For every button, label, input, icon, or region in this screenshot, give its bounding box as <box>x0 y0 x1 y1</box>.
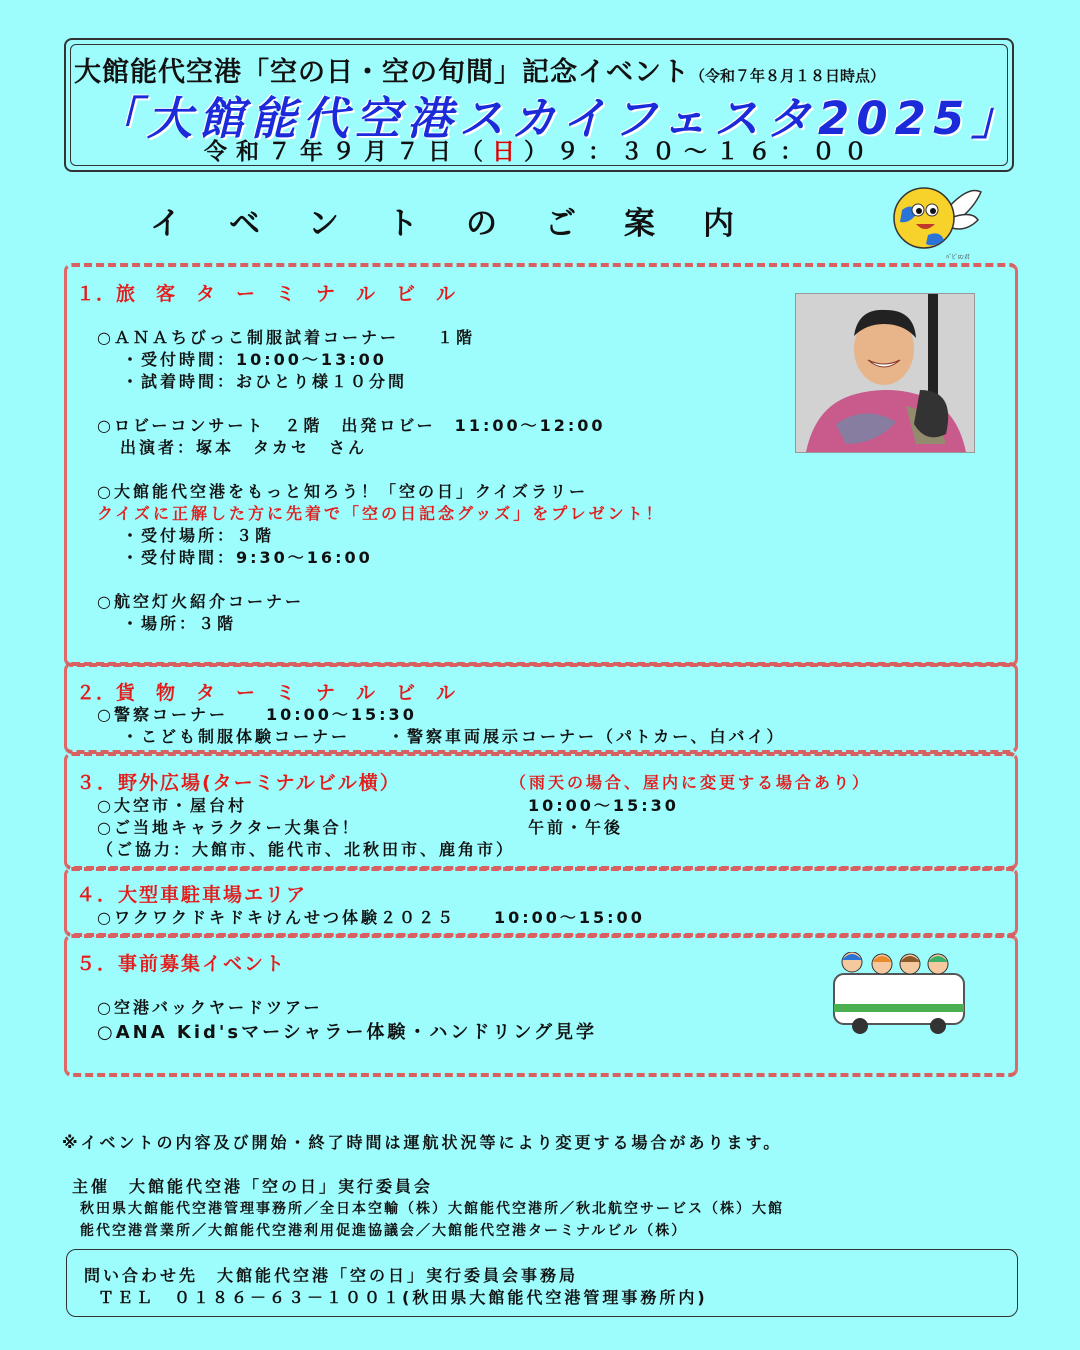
section-1-title: １．旅 客 タ ー ミ ナ ル ビ ル <box>76 283 457 305</box>
section-5-title: ５．事前募集イベント <box>76 953 287 975</box>
quiz-time: ・受付時間：9:30～16:00 <box>122 548 373 567</box>
cooperating-cities: （ご協力：大館市、能代市、北秋田市、鹿角市） <box>97 840 516 859</box>
festival-name: 「大館能代空港スカイフェスタ2025」 <box>95 92 1024 145</box>
aviation-lights-corner: ○航空灯火紹介コーナー <box>97 592 304 611</box>
rain-note: （雨天の場合、屋内に変更する場合あり） <box>510 773 872 792</box>
sunday-label: 日 <box>492 139 524 165</box>
police-corner: ○警察コーナー 10:00～15:30 <box>97 705 417 724</box>
member-list-2: 能代空港営業所／大館能代空港利用促進協議会／大館能代空港ターミナルビル（株） <box>80 1223 688 1239</box>
local-characters: ○ご当地キャラクター大集合！ <box>97 818 361 837</box>
food-stalls: ○大空市・屋台村 <box>97 796 247 815</box>
quiz-rally: ○大館能代空港をもっと知ろう！「空の日」クイズラリー <box>97 482 589 501</box>
lights-location: ・場所：３階 <box>122 614 237 633</box>
section-3-title: ３．野外広場(ターミナルビル横） <box>76 772 401 794</box>
organizer: 主催 大館能代空港「空の日」実行委員会 <box>72 1177 434 1196</box>
section-4-title: ４．大型車駐車場エリア <box>76 884 308 906</box>
quiz-prize: クイズに正解した方に先着で「空の日記念グッズ」をプレゼント！ <box>97 504 665 523</box>
ana-uniform-corner: ○ＡＮＡちびっこ制服試着コーナー １階 <box>97 328 475 347</box>
event-date: 令和７年９月７日（日）９：３０～１６：００ <box>204 139 876 165</box>
fitting-time: ・試着時間：おひとり様１０分間 <box>122 372 408 391</box>
contact-label: 問い合わせ先 大館能代空港「空の日」実行委員会事務局 <box>84 1266 579 1285</box>
section-2-title: ２．貨 物 タ ー ミ ナ ル ビ ル <box>76 682 457 704</box>
performer: 出演者：塚本 タカセ さん <box>120 438 368 457</box>
characters-time: 午前・午後 <box>528 818 624 837</box>
backyard-tour: ○空港バックヤードツアー <box>97 998 323 1017</box>
bus-icon <box>830 952 970 1036</box>
member-list-1: 秋田県大館能代空港管理事務所／全日本空輸（株）大館能代空港所／秋北航空サービス（株）大館 <box>80 1201 784 1217</box>
food-stalls-time: 10:00～15:30 <box>528 796 679 815</box>
mascot-icon <box>888 180 983 258</box>
reception-time: ・受付時間：10:00～13:00 <box>122 350 387 369</box>
change-notice: ※イベントの内容及び開始・終了時間は運航状況等により変更する場合があります。 <box>62 1133 783 1152</box>
lobby-concert: ○ロビーコンサート ２階 出発ロビー 11:00～12:00 <box>97 416 606 435</box>
as-of-date: （令和７年８月１８日時点） <box>690 67 886 85</box>
police-activities: ・こども制服体験コーナー ・警察車両展示コーナー（パトカー、白バイ） <box>122 727 786 746</box>
event-title: 大館能代空港「空の日・空の旬間」記念イベント（令和７年８月１８日時点） <box>74 57 886 88</box>
construction-experience: ○ワクワクドキドキけんせつ体験２０２５ 10:00～15:00 <box>97 908 645 927</box>
mascot-credit: ﾊﾞﾋﾞﾛﾝ君 <box>946 254 971 261</box>
contact-tel: ＴＥＬ ０１８６－６３－１００１(秋田県大館能代空港管理事務所内) <box>98 1288 708 1307</box>
marshaller-experience: ○ANA Kid'sマーシャラー体験・ハンドリング見学 <box>97 1022 598 1043</box>
quiz-location: ・受付場所：３階 <box>122 526 275 545</box>
performer-photo <box>795 293 975 453</box>
guide-title: イベントのご案内 <box>150 206 782 242</box>
